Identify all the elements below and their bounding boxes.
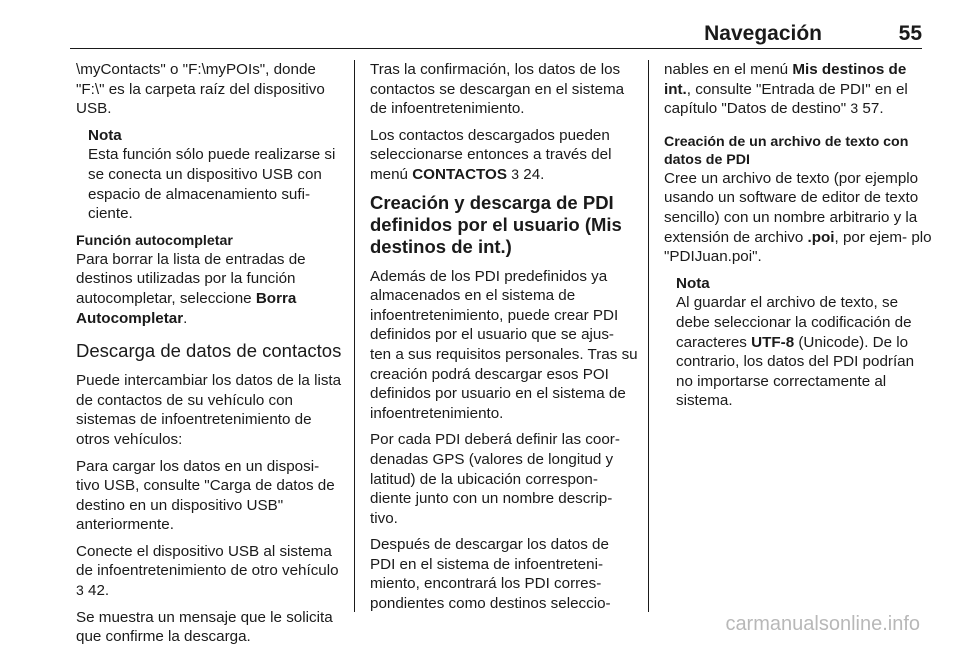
page-ref-icon: 3 <box>76 582 84 599</box>
subheading: Función autocompletar <box>76 232 233 249</box>
paragraph: Por cada PDI deberá definir las coor‐ denadas GPS (valores de longitud y latitud) de la ubicación correspon‐ diente junto con un nombre descrip‐ tivo. <box>370 431 620 527</box>
note-text <box>676 293 932 411</box>
paragraph: Después de descargar los datos de PDI en el sistema de infoentreteni‐ miento, encontrará los PDI corres‐ pondientes como destinos seleccio‐ <box>370 536 611 613</box>
page-header <box>70 0 922 49</box>
text: 24. <box>519 165 545 183</box>
note-block <box>88 126 344 224</box>
note-text: Esta función sólo puede realizarse si se conecta un dispositivo USB con espacio de almacenamiento sufi‐ ciente. <box>88 146 336 223</box>
page-ref-icon: 3 <box>511 165 520 182</box>
paragraph: Se muestra un mensaje que le solicita que confirme la descarga. <box>76 608 333 646</box>
paragraph <box>370 126 638 185</box>
column-divider-1 <box>354 60 355 612</box>
paragraph <box>76 250 344 328</box>
text: (Unicode). De lo contrario, los datos del PDI podrían no importarse correctamente al sistema. <box>676 333 915 410</box>
file-extension: .poi <box>807 228 835 246</box>
column-2 <box>370 60 638 621</box>
column-divider-2 <box>648 60 649 612</box>
text: Conecte el dispositivo USB al sistema de infoentretenimiento de otro vehículo <box>76 542 339 580</box>
text: 57. <box>858 100 884 118</box>
note-block <box>676 274 932 411</box>
text: 42. <box>83 582 110 600</box>
text: Al guardar el archivo de texto, se debe seleccionar la codificación de caracteres <box>676 294 912 351</box>
menu-option: Borra Autocompletar <box>76 289 297 327</box>
text: , consulte "Entrada de PDI" en el capítulo "Datos de destino" <box>664 80 908 118</box>
menu-option: CONTACTOS <box>412 165 507 183</box>
encoding-name: UTF-8 <box>751 333 795 351</box>
paragraph: \myContacts" o "F:\myPOIs", donde "F:\" es la carpeta raíz del dispositivo USB. <box>76 61 325 118</box>
heading: Creación y descarga de PDI definidos por el usuario (Mis destinos de int.) <box>370 191 622 257</box>
paragraph: Puede intercambiar los datos de la lista de contactos de su vehículo con sistemas de infoentretenimiento de otros vehículos: <box>76 372 342 448</box>
watermark: carmanualsonline.info <box>725 613 920 635</box>
paragraph: Tras la confirmación, los datos de los contactos se descargan en el sistema de infoentretenimiento. <box>370 61 625 118</box>
menu-option: Mis destinos de int. <box>664 61 907 98</box>
paragraph <box>76 542 344 601</box>
text: . <box>183 309 188 327</box>
note-label: Nota <box>676 274 710 292</box>
text: , por ejem‐ plo "PDIJuan.poi". <box>664 228 932 266</box>
section-title: Navegación <box>704 22 822 45</box>
text: Para borrar la lista de entradas de destinos utilizadas por la función autocompletar, seleccione <box>76 250 306 307</box>
text: nables en el menú <box>664 61 793 78</box>
subheading: Creación de un archivo de texto con datos de PDI <box>664 133 909 168</box>
paragraph: Además de los PDI predefinidos ya almacenados en el sistema de infoentretenimiento, puede crear PDI definidos por el usuario que se ajus‐ ten a sus requisitos personales. Tras su creación podrá descargar esos POI definidos por usuario en el sistema de infoentretenimiento. <box>370 267 638 422</box>
page-number: 55 <box>898 22 922 45</box>
heading: Descarga de datos de contactos <box>76 340 342 362</box>
paragraph: Para cargar los datos en un disposi‐ tivo USB, consulte "Carga de datos de destino en un dispositivo USB" anteriormente. <box>76 457 335 534</box>
text: Los contactos descargados pueden seleccionarse entonces a través del menú <box>370 126 612 183</box>
note-label: Nota <box>88 126 122 144</box>
paragraph <box>664 169 932 267</box>
text: Cree un archivo de texto (por ejemplo usando un software de editor de texto sencillo) con un nombre arbitrario y la extensión de archivo <box>664 169 919 246</box>
column-3 <box>664 60 932 419</box>
column-1 <box>76 60 344 654</box>
paragraph <box>664 60 932 119</box>
page-ref-icon: 3 <box>850 100 859 117</box>
